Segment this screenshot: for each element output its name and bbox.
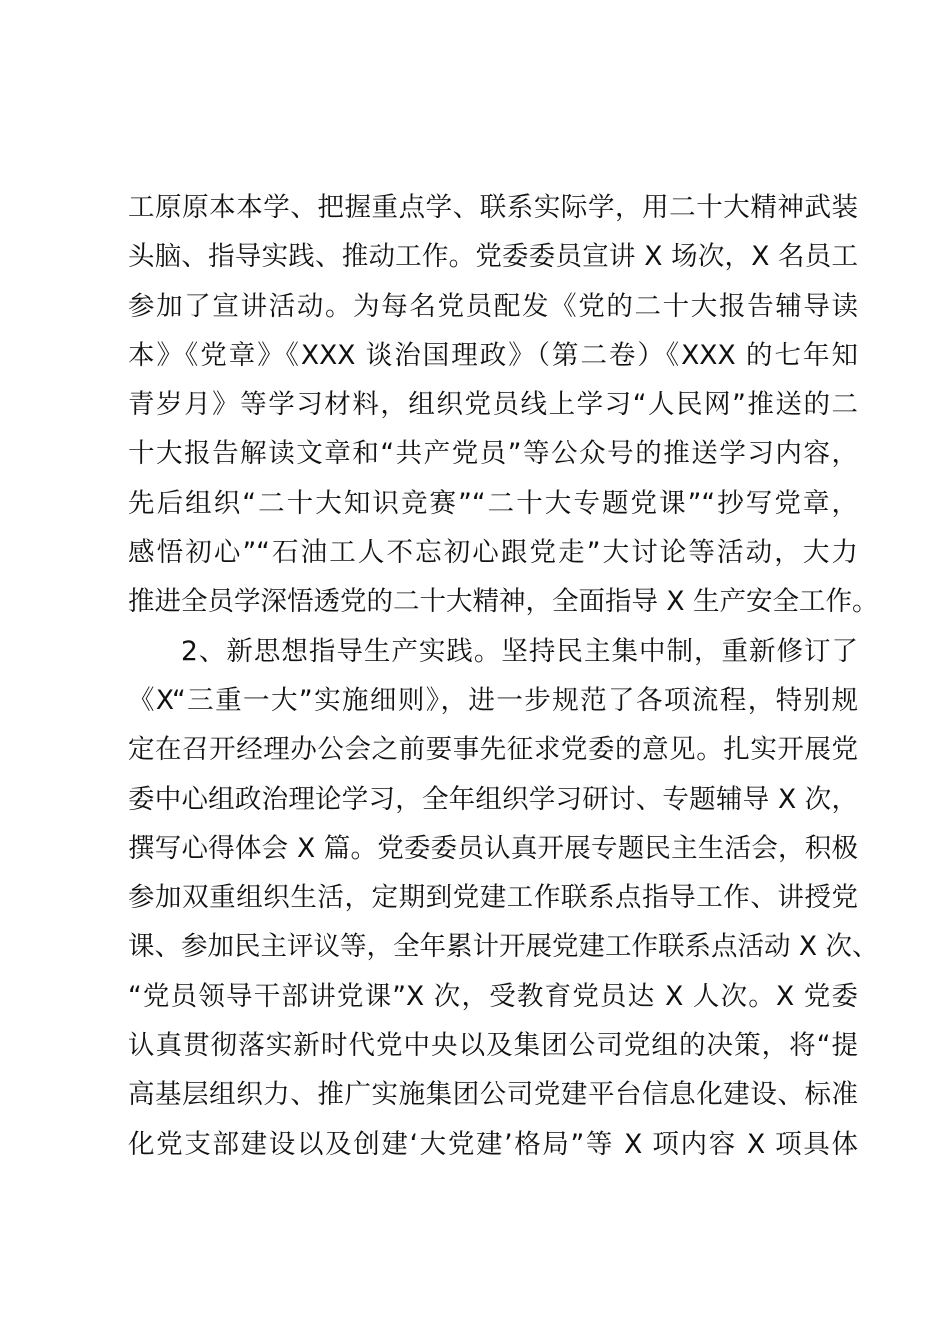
text-line: 定在召开经理办公会之前要事先征求党委的意见。扎实开展党: [128, 734, 858, 766]
text-line: 《X“三重一大”实施细则》，进一步规范了各项流程，特别规: [128, 684, 858, 716]
text-line: 感悟初心”“石油工人不忘初心跟党走”大讨论等活动，大力: [128, 537, 858, 569]
text-line: 青岁月》等学习材料，组织党员线上学习“人民网”推送的二: [128, 389, 858, 421]
paragraph-heading-line: 2、新思想指导生产实践。坚持民主集中制，重新修订了: [181, 635, 858, 667]
text-line: 撰写心得体会 X 篇。党委委员认真开展专题民主生活会，积极: [128, 832, 858, 864]
text-line: 课、参加民主评议等，全年累计开展党建工作联系点活动 X 次、: [128, 931, 879, 963]
text-line: 工原原本本学、把握重点学、联系实际学，用二十大精神武装: [128, 192, 858, 223]
text-line: 头脑、指导实践、推动工作。党委委员宣讲 X 场次，X 名员工: [128, 241, 858, 273]
text-line: 委中心组政治理论学习，全年组织学习研讨、专题辅导 X 次，: [128, 783, 858, 815]
text-line: 认真贯彻落实新时代党中央以及集团公司党组的决策，将“提: [128, 1030, 858, 1062]
text-line: 十大报告解读文章和“共产党员”等公众号的推送学习内容，: [128, 438, 858, 470]
text-line: 参加了宣讲活动。为每名党员配发《党的二十大报告辅导读: [128, 290, 858, 322]
text-line: 参加双重组织生活，定期到党建工作联系点指导工作、讲授党: [128, 882, 858, 914]
text-line: 先后组织“二十大知识竞赛”“二十大专题党课”“抄写党章，: [128, 487, 858, 519]
paragraph-end-line: 推进全员学深悟透党的二十大精神，全面指导 X 生产安全工作。: [128, 586, 879, 618]
text-line: 本》《党章》《XXX 谈治国理政》（第二卷）《XXX 的七年知: [128, 339, 858, 371]
text-line: 化党支部建设以及创建‘大党建’格局”等 X 项内容 X 项具体: [128, 1128, 858, 1160]
body-text: [128, 183, 879, 1169]
text-line: 高基层组织力、推广实施集团公司党建平台信息化建设、标准: [128, 1079, 858, 1111]
text-line: “党员领导干部讲党课”X 次，受教育党员达 X 人次。X 党委: [128, 980, 858, 1012]
